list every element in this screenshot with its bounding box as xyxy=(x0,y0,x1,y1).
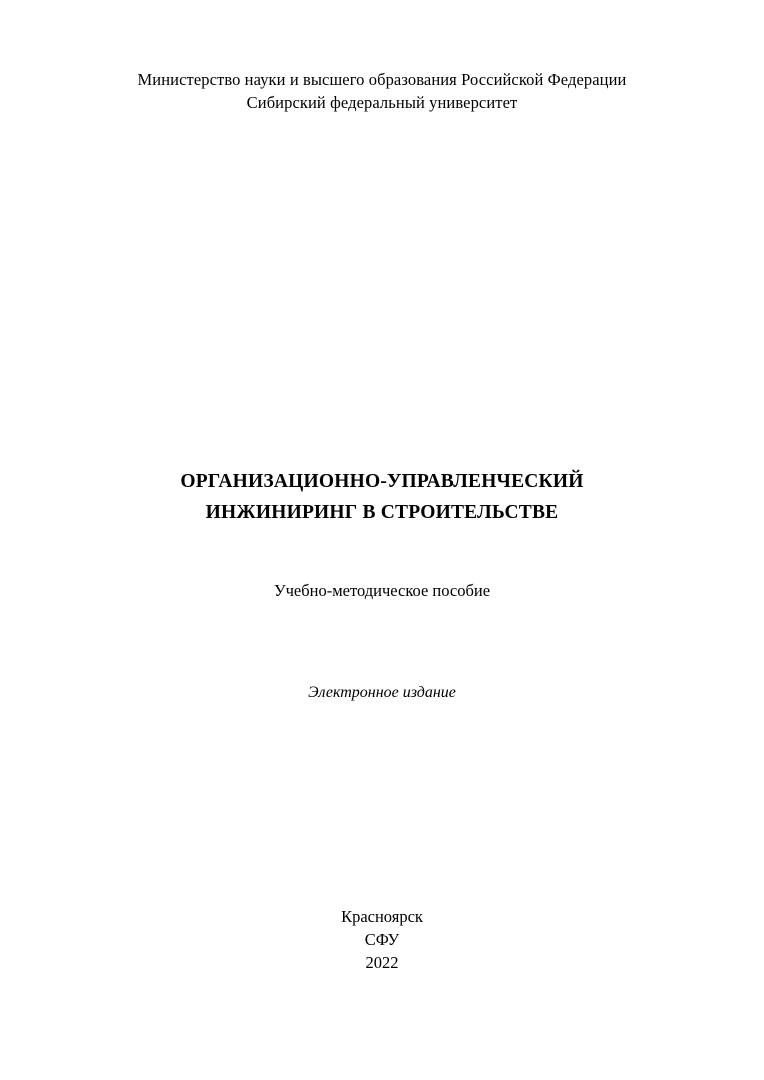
ministry-name: Министерство науки и высшего образования Российской Федерации xyxy=(137,70,627,89)
university-name: Сибирский федеральный университет xyxy=(246,93,518,112)
edition-type: Электронное издание xyxy=(308,684,456,701)
page-title xyxy=(80,466,684,528)
title-line-2: ИНЖИНИРИНГ В СТРОИТЕЛЬСТВЕ xyxy=(205,502,559,523)
imprint-publisher: СФУ xyxy=(364,930,400,949)
edition-block xyxy=(96,682,668,704)
subtitle-block xyxy=(96,580,668,602)
imprint-year: 2022 xyxy=(365,953,399,972)
imprint-block xyxy=(96,905,668,974)
publisher-block xyxy=(96,68,668,114)
document-type: Учебно-методическое пособие xyxy=(273,581,491,600)
title-line-1: ОРГАНИЗАЦИОННО-УПРАВЛЕНЧЕСКИЙ xyxy=(180,471,584,492)
imprint-city: Красноярск xyxy=(341,907,423,926)
